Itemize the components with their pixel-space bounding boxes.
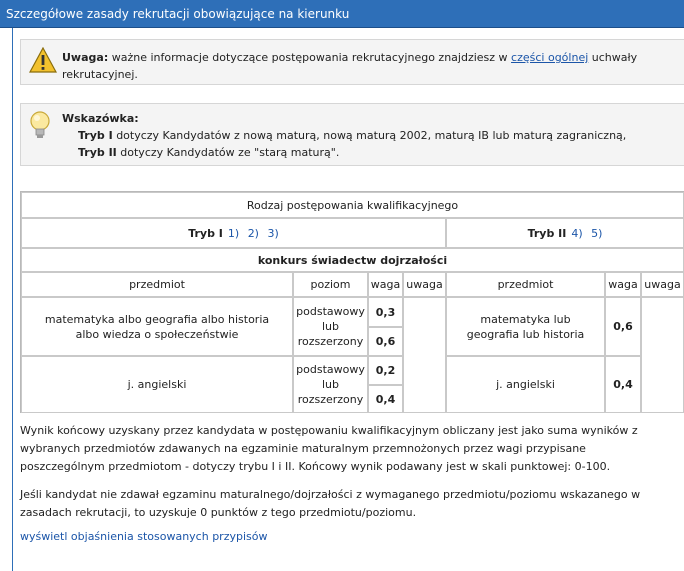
hint-text — [62, 110, 662, 161]
result-description: Wynik końcowy uzyskany przez kandydata w postępowaniu kwalifikacyjnym obliczany jest jako suma wyników z wybranych przedmiotów zdawanych na egzaminie maturalnym przemnożonych przez wagi przypisane poszczególnym przedmiotom - dotyczy trybu I i II. Końcowy wynik podawany jest w skali punktowej: 0-100. — [20, 424, 638, 473]
footnote-4-link[interactable]: 4) — [571, 226, 583, 240]
tryb2-row2-subject: j. angielski — [446, 356, 605, 413]
tryb1-label: Tryb I — [188, 226, 223, 240]
tryb2-row2-weight: 0,4 — [605, 356, 641, 413]
tryb2-label: Tryb II — [527, 226, 567, 240]
col-subject-2: przedmiot — [446, 272, 605, 297]
tryb1-row1-weight-basic: 0,3 — [368, 297, 403, 327]
notice-box — [20, 39, 684, 85]
tryb2-note — [641, 297, 684, 413]
col-subject-1: przedmiot — [21, 272, 293, 297]
hint-mode-1-text: dotyczy Kandydatów z nową maturą, nową maturą 2002, maturą IB lub maturą zagraniczną, — [116, 129, 627, 142]
table-title: Rodzaj postępowania kwalifikacyjnego — [21, 192, 684, 218]
col-note-2: uwaga — [641, 272, 684, 297]
footnote-2-link[interactable]: 2) — [247, 226, 259, 240]
col-level-1: poziom — [293, 272, 368, 297]
notice-text-before: ważne informacje dotyczące postępowania rekrutacyjnego znajdziesz w — [111, 51, 508, 64]
zero-points-description: Jeśli kandydat nie zdawał egzaminu maturalnego/dojrzałości z wymaganego przedmiotu/poziomu wskazanego w zasadach rekrutacji, to uzyskuje 0 punktów z tego przedmiotu/poziomu. — [20, 488, 641, 519]
hint-mode-1: Tryb I — [78, 129, 113, 142]
section-header: konkurs świadectw dojrzałości — [21, 248, 684, 272]
footnotes-explanation-link[interactable]: wyświetl objaśnienia stosowanych przypisów — [20, 530, 268, 543]
col-weight-1: waga — [368, 272, 403, 297]
tryb1-note — [403, 297, 446, 413]
tryb1-row2-subject: j. angielski — [21, 356, 293, 413]
tryb2-header — [446, 218, 684, 248]
tryb2-row1-subject: matematyka lub geografia lub historia — [446, 297, 605, 356]
left-border — [12, 28, 13, 571]
lightbulb-icon — [27, 110, 53, 140]
hint-mode-2: Tryb II — [78, 146, 117, 159]
tryb1-row1-weight-extended: 0,6 — [368, 327, 403, 356]
tryb1-row2-level: podstawowy lub rozszerzony — [293, 356, 368, 413]
footnote-1-link[interactable]: 1) — [227, 226, 240, 240]
tryb1-row1-subject: matematyka albo geografia albo historia albo wiedza o społeczeństwie — [21, 297, 293, 356]
notice-text — [62, 49, 662, 83]
hint-mode-2-text: dotyczy Kandydatów ze "starą maturą". — [120, 146, 340, 159]
qualification-table — [20, 191, 684, 413]
notice-label: Uwaga: — [62, 51, 109, 64]
tryb1-row1-level: podstawowy lub rozszerzony — [293, 297, 368, 356]
footnote-5-link[interactable]: 5) — [591, 226, 603, 240]
col-note-1: uwaga — [403, 272, 446, 297]
hint-box — [20, 103, 684, 166]
page-title: Szczegółowe zasady rekrutacji obowiązujące na kierunku — [6, 7, 350, 21]
tryb2-row1-weight: 0,6 — [605, 297, 641, 356]
hint-label: Wskazówka: — [62, 112, 139, 125]
warning-icon — [29, 47, 57, 73]
page-header — [0, 0, 684, 28]
tryb1-row2-weight-extended: 0,4 — [368, 385, 403, 413]
tryb1-header — [21, 218, 446, 248]
footnote-3-link[interactable]: 3) — [267, 226, 279, 240]
notice-text-after: uchwały rekrutacyjnej. — [62, 51, 638, 81]
col-weight-2: waga — [605, 272, 641, 297]
tryb1-row2-weight-basic: 0,2 — [368, 356, 403, 385]
general-part-link[interactable]: części ogólnej — [511, 51, 589, 64]
